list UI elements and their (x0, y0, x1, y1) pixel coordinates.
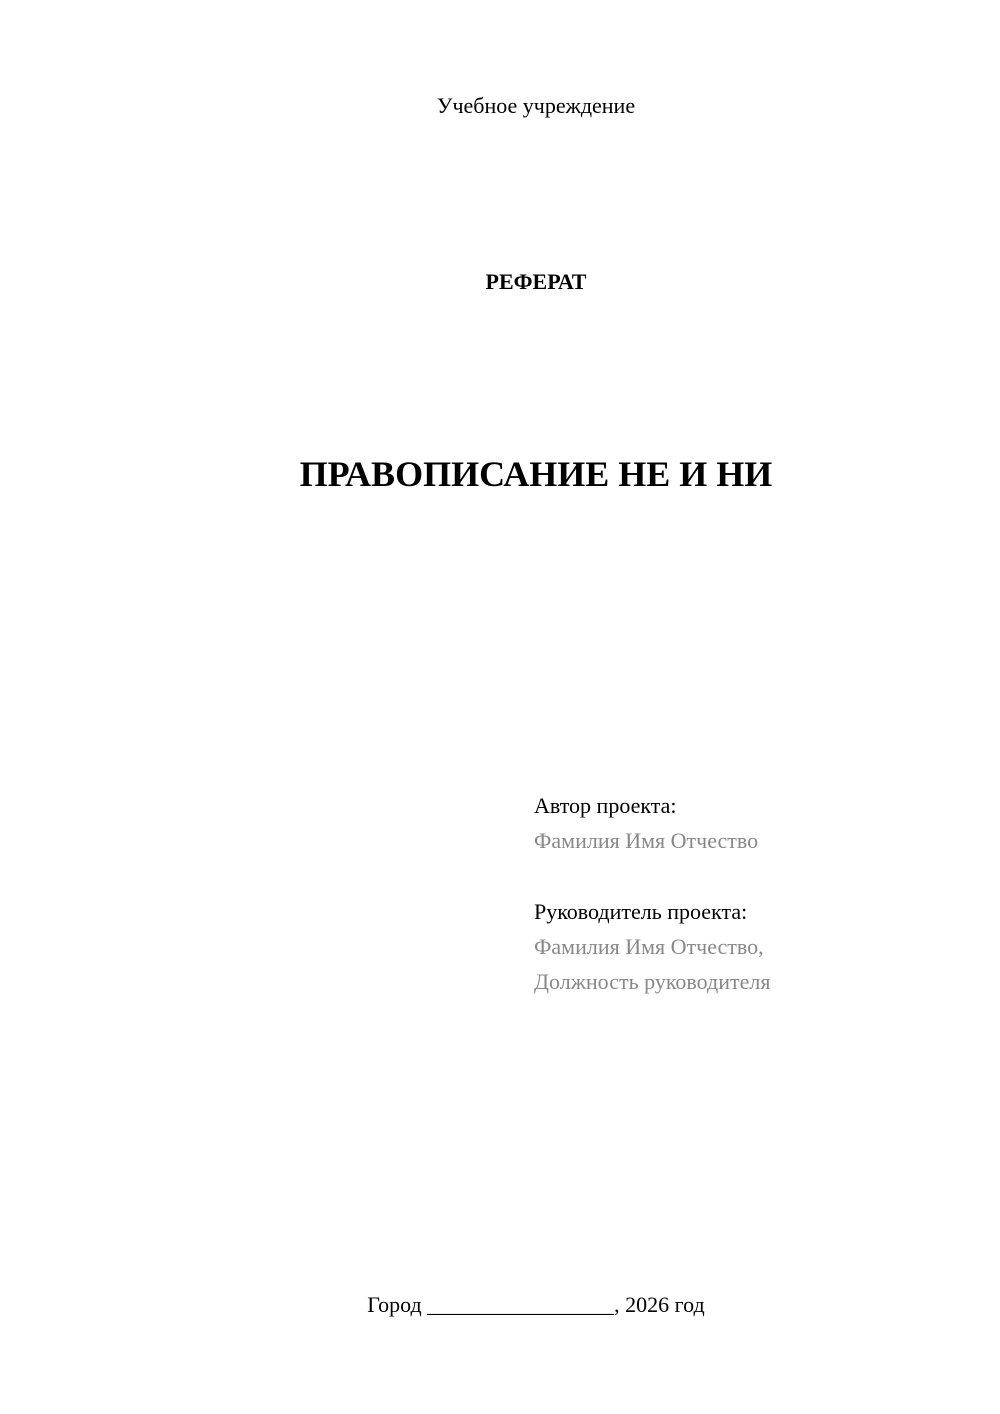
city-label: Город (367, 1292, 422, 1317)
info-spacer (534, 858, 770, 894)
supervisor-position: Должность руководителя (534, 969, 771, 994)
institution-name: Учебное учреждение (436, 93, 636, 118)
year-text: , 2026 год (614, 1292, 705, 1317)
city-year-line (0, 1291, 1000, 1319)
project-info (534, 788, 770, 999)
document-type: РЕФЕРАТ (485, 269, 587, 294)
supervisor-label: Руководитель проекта: (534, 899, 748, 924)
author-name: Фамилия Имя Отчество (534, 828, 759, 853)
author-label: Автор проекта: (534, 793, 677, 818)
city-blank: _________________ (427, 1292, 615, 1317)
document-title: ПРАВОПИСАНИЕ НЕ И НИ (299, 454, 773, 494)
supervisor-name: Фамилия Имя Отчество, (534, 934, 764, 959)
